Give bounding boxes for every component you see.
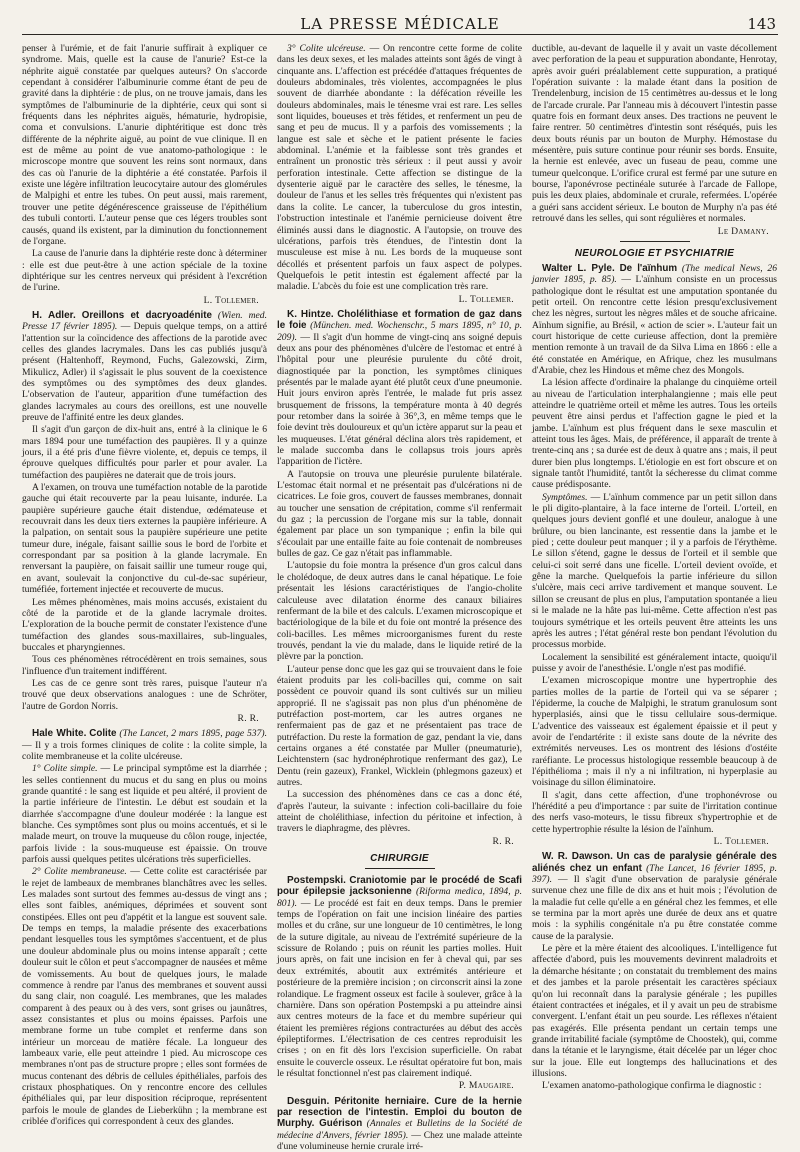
paragraph-text: — Cette colite est caractérisée par le rejet de lambeaux de membranes blanchâtres avec les selles. Les malades sont surtout des femmes au-dessus de vingt ans ; elles sont faibles, anémiques, déprimées et souvent sont constipées. Elles ont peu d'appétit et la langue est souvent sale. De temps en temps, la maladie présente des exacerbations pendant lesquelles tous les symptômes s'accentuent, et de plus une douleur abdominale plus ou moins intense apparaît ; cette douleur suit le côlon et peut s'accompagner de nausées et même de vomissements. Au bout de quelques jours, le malade commence à rendre par l'anus des membranes et souvent aussi du sang clair, non coagulé. Les membranes, que les malades comparent à des peaux ou à des vers, sont grises ou jaunâtres, assez consistantes et plus ou moins épaisses. Parfois une membrane forme un tube complet et renferme dans son intérieur un morceau de matière fécale. La longueur des lambeaux varie, elle peut atteindre 1 pied. Au microscope ces membranes n'ont pas de structure propre ; elles sont formées de mucus contenant des débris de cellules épithéliales, parfois des cristaux phosphatiques. On y rencontre encore des cellules épithéliales qui, par leur disposition réciproque, représentent parfois le moule de glandes de Lieberkühn ; la membrane est criblée d'orifices qui correspondent à ceux des glandes. (22, 866, 267, 1127)
article-desguin (277, 1096, 522, 1152)
article-author: Walter L. Pyle. (542, 262, 615, 274)
text-columns (22, 43, 778, 1152)
article-title: De l'aïnhum (619, 262, 678, 274)
article-title: Cholélithiase et formation de gaz dans le foie (277, 308, 522, 332)
article-source: (Annales et Bulletins de la Société de médecine d'Anvers, février 1895). (277, 1118, 522, 1141)
article-hintze (277, 309, 522, 468)
article-source: (Wien. med. Presse 17 février 1895). (22, 309, 267, 333)
article-source: (Riforma medica, 1894, p. 801). (277, 886, 522, 909)
author-signature: P. Maugaire. (458, 1080, 514, 1092)
article-text: — L'aïnhum consiste en un processus pathologique dont le résultat est une amputation spontanée du petit orteil. On rencontre cette lésion presqu'exclusivement chez les nègres, surtout les nègres mâles et de souche africaine. Aïnhum signifie, au Brésil, « action de scier ». L'auteur fait un court historique de cette curieuse affection, dont la première mention remonte à un travail de da Silva Lima en 1866 : elle a été constatée en Amérique, en Afrique, chez les musulmans d'Arabie, chez les Hindous et même chez des Mongols. (532, 274, 777, 376)
author-signature: Le Damany. (717, 225, 769, 237)
section-heading: CHIRURGIE (370, 853, 429, 865)
article-dawson (532, 851, 777, 942)
running-title: LA PRESSE MÉDICALE (300, 15, 500, 33)
article-title: Craniotomie par le procédé de Scafi pour épilepsie jacksonienne (277, 875, 523, 898)
article-author: Desguin. (287, 1095, 330, 1107)
subsection-label: 2° Colite membraneuse. (32, 866, 127, 878)
paragraph (22, 866, 267, 1127)
article-author: W. R. Dawson. (542, 851, 613, 863)
paragraph: L'examen anatomo-pathologique confirma le diagnostic : (542, 1080, 762, 1092)
section-rule (365, 868, 435, 869)
article-title: Un cas de paralysie générale des aliénés chez un enfant (532, 851, 777, 874)
article-adler (22, 310, 267, 423)
paragraph (22, 763, 267, 865)
paragraph (277, 43, 522, 293)
column-1 (22, 43, 267, 1127)
author-signature: R. R. (492, 835, 514, 847)
paragraph (532, 492, 777, 651)
paragraph: L'examen microscopique montre une hypertrophie des parties molles de la partie de l'orteil qui va se séparer ; l'épiderme, la couche de Malpighi, le stratum granulosum sont hyperplasiés, ainsi que le tissu cellulaire sous-dermique. L'adventice des vaisseaux est également épaissie et il peut y avoir de l'endartérite : il existe sans doute de la névrite des extrémités nerveuses. Les os montrent des lésions d'ostéite raréfiante. Le processus histologique ressemble beaucoup à de l'épithélioma ; mais il n'y a ni infiltration, ni hyperplasie au voisinage du sillon éliminatoire. (532, 675, 777, 789)
article-author: Hale White. (32, 728, 87, 740)
paragraph: Les cas de ce genre sont très rares, puisque l'auteur n'a trouvé que deux observations analogues : une de Schröter, l'autre de Gordon Norris. (22, 677, 267, 712)
paragraph: La lésion affecte d'ordinaire la phalange du cinquième orteil au niveau de l'articulation interphalangienne ; mais elle peut atteindre le quatrième orteil et même les autres. Tous les orteils peuvent être ainsi perdus et l'affection gagne le pied et la jambe. L'aïnhum est plus fréquent dans le sexe masculin et atteint tous les âges. Mais, de préférence, il apparaît de trente à trente-cinq ans ; sa durée est de deux à quatre ans ; mais, il peut durer bien plus longtemps. L'étiologie en est fort obscure et on signale tantôt l'humidité, tantôt la sécheresse du climat comme cause prédisposante. (532, 377, 777, 491)
article-author: K. Hintze. (287, 308, 334, 320)
article-source: (The Lancet, 16 février 1895, p. 397). (532, 862, 777, 886)
page-number: 143 (747, 15, 776, 33)
article-text: — Il s'agit d'un homme de vingt-cinq ans soigné depuis deux ans pour des phénomènes d'ulcère de l'estomac et entré à l'hôpital pour une pleurésie purulente du côté droit, diagnostiquée par la ponction, les symptômes cliniques présentés par le malade ayant été plutôt ceux d'une pneumonie. Huit jours environ après l'entrée, le malade fut pris assez brusquement de frissons, la température monta à 40 degrés pour retomber dans la soirée à 36°,3, en même temps que le foie devint très douloureux et qu'un ictère apparut sur la peau et les muqueuses. L'état général déclina alors très rapidement, et le malade succomba dans le collapsus trois jours après l'apparition de l'ictère. (277, 331, 522, 468)
article-title: Colite (89, 728, 117, 740)
article-source: (München. med. Wochenschr., 5 mars 1895, n° 10, p. 209). (277, 320, 523, 343)
article-source: (The Lancet, 2 mars 1895, page 537). (119, 728, 267, 740)
article-title: Péritonite herniaire. Cure de la hernie par resection de l'intestin. Emploi du bouton de Murphy. Guérison (277, 1095, 522, 1130)
section-heading: NEUROLOGIE ET PSYCHIATRIE (574, 247, 735, 259)
paragraph: L'auteur pense donc que les gaz qui se trouvaient dans le foie étaient produits par les coli-bacilles qui, comme on sait possèdent ce pouvoir quand ils sont cultivés sur un milieu approprié. Il ne s'agissait pas non plus d'un phénomène de putréfaction post-mortem, car les autres organes ne renfermaient pas de gaz et ne présentaient pas trace de putréfaction. Du reste la formation de gaz, pendant la vie, dans certains organes a été constatée par Muller (pneumaturie), Leichtenstern (sac hydronéphrotique renfermant des gaz), Le Dentu (rein gazeux), Frankel, Wicklein (phlegmons gazeux) et autres. (277, 663, 522, 788)
paragraph: L'autopsie du foie montra la présence d'un gros calcul dans le cholédoque, de deux autres dans le canal hépatique. Le foie présentait les lésions caractéristiques de l'angio-cholite calculeuse avec dilatation énorme des canaux biliaires renfermant de la bile et des calculs. L'examen microscopique et bactériologique de la bile et du foie ont montré la présence des coli-bacilles. Les mêmes microorganismes furent du reste trouvés, pendant la vie du malade, dans le liquide retiré de la plèvre par la ponction. (277, 560, 522, 663)
paragraph: Il s'agit, dans cette affection, d'une trophonévrose ou l'hérédité a peu d'importance : par suite de l'irritation continue des nerfs vaso-moteurs, le tissu fibreux s'hypertrophie et de cette hypertrophie résulte la lésion de l'aïnhum. (532, 789, 777, 835)
article-postempski (277, 875, 522, 1079)
paragraph: Il s'agit d'un garçon de dix-huit ans, entré à la clinique le 6 mars 1894 pour une tuméfaction des paupières. Il y a quinze jours, il a été pris d'une fièvre violente, et, depuis ce temps, il éprouve quelques difficultés pour parler et pour avaler. La tuméfaction des paupières ne daterait que de trois jours. (22, 424, 267, 481)
paragraph: Le père et la mère étaient des alcooliques. L'intelligence fut affectée d'abord, puis les mouvements devinrent maladroits et la démarche hésitante ; on constatait du tremblement des mains et des jambes et la parole présentait les caractères spéciaux qu'on lui reconnaît dans la paralysie générale ; les pupilles étaient contractées et inégales, et il y avait un peu de strabisme convergent. L'enfant était un peu sourde. Les réflexes n'étaient pas exagérés. Elle présenta pendant un certain temps une grande irritabilité faciale (symptôme de Choostek), qui, comme dans la tétanie et le laryngisme, était décelée par un léger choc sur la joue. Elle eut longtemps des hallucinations et des illusions. (532, 943, 777, 1079)
paragraph: ductible, au-devant de laquelle il y avait un vaste décollement avec perforation de la peau et suppuration abondante, Henrotay, après avoir guéri préalablement cette suppuration, a pratiqué l'opération suivante : la malade étant dans la position de Trendelenburg, incision de 15 centimètres au-dessus et le long de l'arcade crurale. Par l'anneau mis à découvert l'intestin passe quatre fois en formant deux anses. Des tractions ne peuvent le faire rentrer. 50 centimètres d'intestin sont réséqués, puis les deux bouts réunis par un bouton de Murphy. Hémostase du mésentère, puis suture continue pour réunir ses bords. Ensuite, la hernie est enlevée, avec un fuseau de peau, comme une tumeur quelconque. L'orifice crural est fermé par une suture en bourse, l'aponévrose pectinéale suturée à l'arcade de Fallope, puis les deux plaies, abdominale et crurale, refermées. L'opérée a guéri sans accident sérieux. Le bouton de Murphy n'a pas été retrouvé dans les selles, qui sont régulières et normales. (532, 43, 777, 225)
paragraph: A l'autopsie on trouva une pleurésie purulente bilatérale. L'estomac était normal et ne présentait pas d'ulcérations ni de cicatrices. Le foie gros, couvert de fausses membranes, donnait au toucher une sensation de crépitation, comme s'il renfermait du gaz ; la percussion de l'organe mis sur la table, donnait également par place un son tympanique ; enfin la bile qui s'écoulait par une entaille faite au foie contenait de nombreuses bulles de gaz. Ce gaz n'était pas inflammable. (277, 468, 522, 560)
article-author: Postempski. (287, 875, 346, 887)
subsection-label: 3° Colite ulcéreuse. (287, 43, 366, 54)
subsection-label: Symptômes. (542, 491, 588, 503)
article-text: — Depuis quelque temps, on a attiré l'attention sur la coïncidence des affections de la parotide avec celles des glandes lacrymales. Dans les cas publiés jusqu'à présent (Haltenhoff, Reymond, Fuchs, Galezowski, Zirm, Mikulicz, Adler) il s'agissait le plus souvent de la coexistence des symptômes ou des symptômes des deux glandes. L'observation de l'auteur, apparition d'une tuméfaction des glandes lacrymales au cours des oreillons, est une nouvelle preuve de l'affinité entre les deux glandes. (22, 321, 267, 423)
author-signature: L. Tollemer. (713, 836, 769, 848)
article-text: — Il s'agit d'une observation de paralysie générale survenue chez une fille de dix ans et huit mois ; l'évolution de la maladie fut celle qu'elle a en général chez les femmes, et elle se termina par la mort après une durée de deux ans et quatre mois : la syphilis congénitale n'a pu être constatée comme cause de la paralysie. (532, 874, 777, 942)
paragraph: Localement la sensibilité est généralement intacte, quoiqu'il puisse y avoir de l'anesthésie. L'ongle n'est pas modifié. (532, 651, 777, 674)
article-source: (The medical News, 26 janvier 1895, p. 85). (532, 262, 777, 286)
paragraph-text: — Le principal symptôme est la diarrhée ; les selles contiennent du mucus et du sang en plus ou moins grande quantité : le sang est liquide et peu altéré, il provient de la partie inférieure de l'intestin. Le début est soudain et la diarrhée s'accompagne d'une douleur modérée : la langue est blanche. Ces symptômes sont plus ou moins accentués, et si le malade meurt, on trouve la muqueuse du côlon rouge, injectée, parfois livide : la sous-muqueuse est épaissie. On trouve parfois aussi quelques petites ulcérations très superficielles. (22, 763, 267, 866)
subsection-label: 1° Colite simple. (32, 763, 98, 775)
page-header (22, 14, 778, 35)
paragraph: Les mêmes phénomènes, mais moins accusés, existaient du côté de la parotide et de la glande lacrymale droites. L'exploration de la bouche permit de constater l'existence d'une tuméfaction des glandes sous-maxillaires, sub-linguales, buccales et pharyngiennes. (22, 596, 267, 653)
article-pyle (532, 263, 777, 376)
paragraph-text: — L'aïnhum commence par un petit sillon dans le pli digito-plantaire, à la face interne de l'orteil. L'orteil, en quelques jours devient gonflé et une douleur, analogue à une brûlure, ou bien lancinante, est ressentie dans la jambe et le pied ; cette douleur peut manquer ; il y a parfois de l'érythème. Le sillon s'étend, gagne le dessus de l'orteil et il semble que celui-ci soit serré dans une ficelle. L'orteil devient ovoïde, et gêne la marche. Quelquefois la partie inférieure du sillon s'ulcère, mais ceci arrive tardivement et manque souvent. Le sillon se creusant de plus en plus, l'amputation spontanée a lieu si le malade ne la hâte pas lui-même. Cette affection n'est pas toujours symétrique et les orteils peuvent être atteints les uns après les autres ; l'état général reste bon pendant l'évolution du processus morbide. (532, 491, 777, 651)
article-text: — Le procédé est fait en deux temps. Dans le premier temps de l'opération on fait une incision linéaire des parties molles et du crâne, sur une longueur de 10 centimètres, le long de la suture digitale, au niveau de l'extrémité supérieure de la scissure de Rolando ; puis on réunit les parties molles. Huit jours après, on fait une incision en fer à cheval qui, par ses deux extrémités, aboutit aux extrémités antérieure et postérieure de la première incision ; on circonscrit ainsi la zone rolandique. Le fragment osseux est facile à soulever, grâce à la charnière. Dans son opération Postempski a pu atteindre ainsi aux centres moteurs de la face et du membre supérieur qui étaient les premières régions contracturées au début des accès épileptiformes. L'électrisation de ces centres reproduisit les crises ; on en fit dès lors l'excision superficielle. On rabat ensuite le couvercle osseux. Le résultat opératoire fut bon, mais le résultat fonctionnel n'est pas clairement indiqué. (277, 897, 522, 1079)
article-title: Oreillons et dacryoadénite (81, 309, 212, 321)
author-signature: L. Tollemer. (458, 293, 514, 305)
paragraph: A l'examen, on trouva une tuméfaction notable de la parotide gauche qui était recouverte par la peau luisante, indurée. La paupière supérieure gauche était distendue, œdémateuse et recouvrait dans les deux tiers externes la paupière inférieure. A la palpation, on sentait sous la paupière supérieure une petite tumeur dure, inégale, faisant saillie sous le bord de l'orbite et correspondant par sa position à la glande lacrymale. En renversant la paupière, on faisait saillir une tumeur rouge qui, en avant, soulevait la conjonctive du cul-de-sac supérieur, tuméfiée, fortement injectée et recouverte de mucus. (22, 482, 267, 596)
column-3 (532, 43, 777, 1111)
author-signature: R. R. (237, 712, 259, 724)
paragraph-text: — On rencontre cette forme de colite dans les deux sexes, et les malades atteints sont âgés de vingt à cinquante ans. L'affection est précédée d'attaques fréquentes de douleurs abdominales, très violentes, accompagnées le plus souvent de diarrhée abondante : la défécation réveille les douleurs abdominales, mais le ténesme vrai est rare. Les selles sont liquides, boueuses et très fétides, et renferment un peu de sang et peu de mucus. Il y a parfois des vomissements ; la langue est sale et sèche et le patient présente le facies abdominal. L'anémie et la faiblesse sont très grandes et entraînent un pronostic très sérieux : il peut aussi y avoir perforation intestinale. Cette affection se distingue de la dysenterie aiguë par le caractère des selles, le ténesme, la douleur de l'anus et les selles très fréquentes qui n'existent pas dans la colite. Le cancer, la tuberculose du gros intestin, l'obstruction intestinale et l'anémie pernicieuse doivent être éliminés aussi dans le diagnostic. A l'autopsie, on trouve des ulcérations, parfois très étendues, de l'intestin dont la musculeuse est mise à nu. Les bords de la muqueuse sont décollés et présentent parfois un faux aspect de polypes. Quelquefois le petit intestin est également affecté par la maladie. L'abcès du foie est une complication très rare. (277, 43, 522, 293)
column-2 (277, 43, 523, 1152)
article-text: — Chez une malade atteinte d'une volumineuse hernie crurale irré- (277, 1129, 522, 1152)
paragraph: La succession des phénomènes dans ce cas a donc été, d'après l'auteur, la suivante : infection coli-bacillaire du foie atteint de cholélithiase, infection du péritoine et infection, à travers le diaphragme, des plèvres. (277, 789, 522, 835)
paragraph: La cause de l'anurie dans la diphtérie reste donc à déterminer : elle est due peut-être à une action spéciale de la toxine diphtérique sur les centres nerveux qui président à l'excrétion de l'urine. (22, 248, 267, 294)
article-hale-white (22, 728, 267, 762)
paragraph: Tous ces phénomènes rétrocédèrent en trois semaines, sous l'influence d'un traitement indifférent. (22, 654, 267, 677)
article-text: — Il y a trois formes cliniques de colite : la colite simple, la colite membraneuse et la colite ulcéreuse. (22, 739, 267, 762)
section-rule (620, 241, 690, 242)
paragraph: penser à l'urémie, et de fait l'anurie suffirait à expliquer ce syndrome. Mais, quelle est la cause de l'anurie? Est-ce la néphrite aiguë constatée par quelques auteurs? On s'accorde cependant à considérer l'albuminurie comme étant de peu de gravité dans la diphtérie : de plus, on ne trouve jamais, dans les symptômes de l'albuminurie de la diphtérie, ceux qui sont si fréquents dans les néphrites aiguës, hématurie, hydropisie, coma et convulsions. L'anurie diphtéritique est donc très différente de la néphrite aiguë, au point de vue clinique. Il en est de même au point de vue anatomo-pathologique : le microscope montre que souvent les reins sont normaux, dans des cas où l'anurie de la diphtérie a été constatée. Parfois il existe une légère infiltration leucocytaire autour des glomérules de Malpighi et entre les tubes. On peut aussi, mais rarement, trouver une petite dégénérescence graisseuse de l'épithélium des tubuli contorti. L'auteur pense que ces légers troubles sont causés, quand ils existent, par la diminution du fonctionnement de l'organe. (22, 43, 267, 247)
author-signature: L. Tollemer. (203, 294, 259, 306)
article-author: H. Adler. (32, 309, 76, 321)
